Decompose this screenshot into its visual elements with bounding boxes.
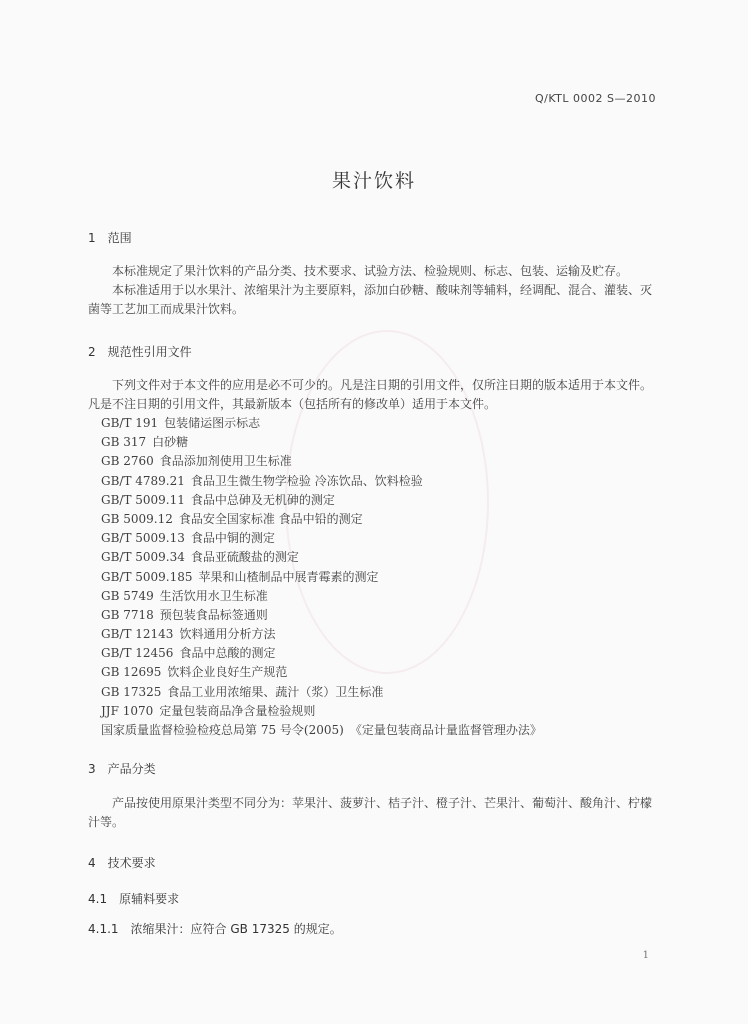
reference-item	[101, 644, 542, 663]
reference-number: GB 5749	[101, 588, 154, 603]
reference-number: GB 317	[101, 435, 147, 450]
section-4-1-1-heading	[88, 920, 342, 937]
section-4-1-heading	[88, 890, 179, 907]
section-number: 4	[88, 856, 96, 870]
reference-number: JJF 1070	[101, 703, 154, 718]
section-2-heading	[88, 343, 192, 360]
reference-name: 包装储运图示标志	[164, 416, 261, 430]
section-title: 技术要求	[107, 856, 156, 870]
reference-number: GB/T 5009.13	[101, 531, 185, 546]
reference-name: 食品中铜的测定	[190, 531, 275, 546]
reference-item	[101, 568, 542, 587]
reference-name: 《定量包装商品计量监督管理办法》	[349, 723, 542, 737]
scope-paragraph-2	[88, 281, 660, 319]
reference-number: GB/T 5009.34	[101, 550, 185, 565]
section-4-heading	[88, 854, 156, 871]
reference-name: 食品安全国家标准 食品中铅的测定	[178, 511, 363, 526]
section-1-heading	[88, 229, 132, 246]
reference-number: 国家质量监督检验检疫总局第 75 号令(2005)	[101, 723, 344, 737]
section-number: 1	[88, 231, 96, 245]
classification-paragraph: 产品按使用原果汁类型不同分为：苹果汁、菠萝汁、桔子汁、橙子汁、芒果汁、葡萄汁、酸角汁、柠檬汁等。	[88, 796, 653, 829]
reference-name: 白砂糖	[152, 435, 189, 450]
section-title: 规范性引用文件	[107, 345, 192, 359]
reference-number: GB/T 12143	[101, 627, 174, 642]
page-number: 1	[642, 950, 649, 961]
reference-number: GB 2760	[101, 454, 154, 469]
section-number: 3	[88, 762, 96, 776]
reference-name: 定量包装商品净含量检验规则	[159, 703, 316, 718]
scope-paragraph-1: 本标准规定了果汁饮料的产品分类、技术要求、试验方法、检验规则、标志、包装、运输及贮存。	[112, 264, 629, 278]
reference-number: GB/T 191	[101, 416, 159, 430]
reference-item	[101, 702, 542, 721]
section-number: 4.1	[88, 892, 108, 906]
reference-item	[101, 452, 542, 471]
reference-name: 食品添加剂使用卫生标准	[159, 454, 292, 469]
section-title: 浓缩果汁：应符合 GB 17325 的规定。	[130, 922, 342, 936]
reference-item	[101, 510, 542, 529]
scope-paragraph-2-text: 本标准适用于以水果汁、浓缩果汁为主要原料，添加白砂糖、酸味剂等辅料，经调配、混合、灌装、灭菌等工艺加工而成果汁饮料。	[88, 283, 653, 316]
reference-item	[101, 491, 542, 510]
section-number: 2	[88, 345, 96, 359]
reference-number: GB 7718	[101, 607, 154, 622]
reference-name: 食品中总砷及无机砷的测定	[190, 492, 335, 507]
reference-item	[101, 587, 542, 606]
reference-item	[101, 529, 542, 548]
reference-name: 饮料企业良好生产规范	[167, 665, 288, 680]
reference-item	[101, 606, 542, 625]
reference-name: 食品亚硫酸盐的测定	[190, 550, 299, 565]
reference-number: GB/T 5009.185	[101, 569, 193, 584]
references-intro: 下列文件对于本文件的应用是必不可少的。凡是注日期的引用文件，仅所注日期的版本适用于本文件。凡是不注日期的引用文件，其最新版本（包括所有的修改单）适用于本文件。	[88, 378, 653, 411]
reference-item	[101, 548, 542, 567]
reference-name: 食品中总酸的测定	[179, 646, 276, 661]
reference-number: GB 12695	[101, 665, 162, 680]
section-number: 4.1.1	[88, 922, 119, 936]
reference-item	[101, 683, 542, 702]
reference-name: 食品卫生微生物学检验 冷冻饮品、饮料检验	[190, 473, 423, 488]
reference-number: GB 5009.12	[101, 511, 173, 526]
reference-name: 食品工业用浓缩果、蔬汁（浆）卫生标准	[167, 684, 384, 699]
standard-code: Q/KTL 0002 S—2010	[534, 92, 656, 105]
reference-number: GB/T 4789.21	[101, 473, 185, 488]
reference-item	[101, 663, 542, 682]
reference-name: 预包装食品标签通则	[159, 607, 268, 622]
reference-number: GB 17325	[101, 684, 162, 699]
reference-item	[101, 414, 542, 433]
section-title: 范围	[107, 231, 132, 245]
section-title: 原辅料要求	[119, 892, 180, 906]
reference-name: 饮料通用分析方法	[179, 627, 276, 642]
reference-item	[101, 625, 542, 644]
section-title: 产品分类	[107, 762, 156, 776]
reference-name: 生活饮用水卫生标准	[159, 588, 268, 603]
reference-number: GB/T 12456	[101, 646, 174, 661]
reference-item	[101, 721, 542, 740]
document-title: 果汁饮料	[331, 170, 416, 192]
section-3-heading	[88, 760, 156, 777]
reference-number: GB/T 5009.11	[101, 492, 185, 507]
reference-item	[101, 433, 542, 452]
references-list	[101, 414, 542, 740]
reference-name: 苹果和山楂制品中展青霉素的测定	[198, 569, 379, 584]
reference-item	[101, 472, 542, 491]
